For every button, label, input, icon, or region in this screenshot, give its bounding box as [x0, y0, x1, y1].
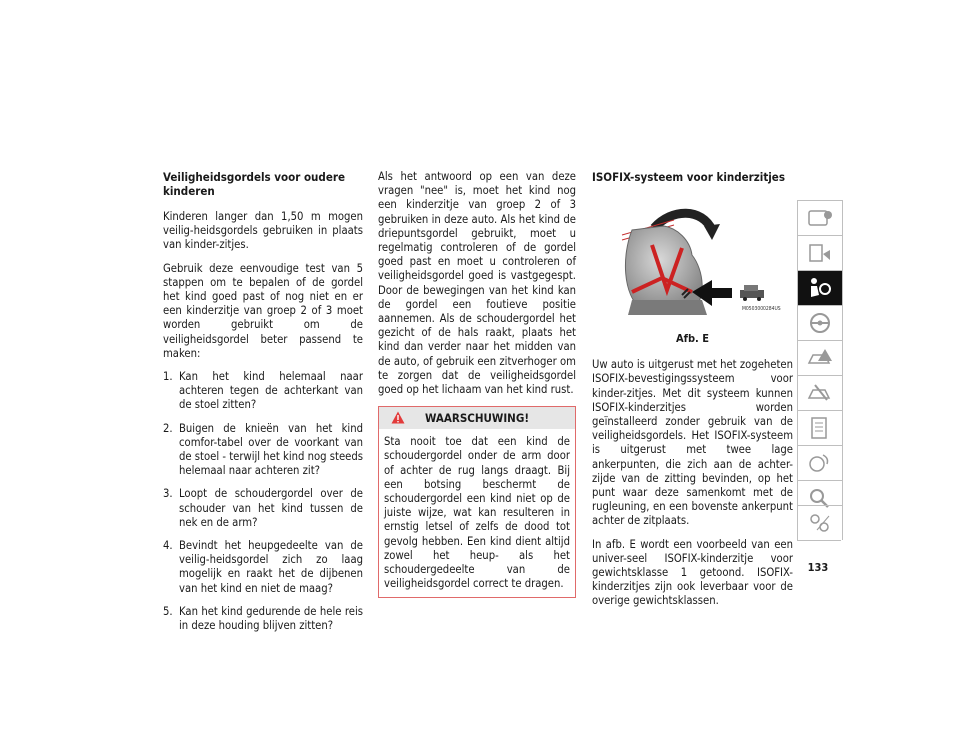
- isofix-child-seat-illustration: [592, 200, 793, 328]
- figure-code: M0503000284US: [742, 306, 781, 312]
- list-text: Bevindt het heupgedeelte van de veilig-heidsgordel zich zo laag mogelijk en raakt het de dijbenen van het kind en niet de maag?: [179, 539, 363, 595]
- page-number: 133: [807, 561, 829, 574]
- paragraph: In afb. E wordt een voorbeeld van een univer-seel ISOFIX-kinderzitje voor gewichtsklasse 1 getoond. ISOFIX-kinderzitjes zijn ook leverbaar voor de overige gewichtsklassen.: [592, 537, 793, 608]
- list-text: Loopt de schoudergordel over de schouder van het kind tussen de nek en de arm?: [179, 487, 363, 529]
- list-item: [163, 370, 363, 413]
- tabs-divider: [797, 540, 841, 541]
- warning-triangle-icon: [391, 411, 405, 424]
- vehicle-controls-icon: [805, 240, 835, 266]
- warning-header: [379, 407, 575, 429]
- languages-icon: [805, 510, 835, 536]
- middle-column: [378, 170, 576, 598]
- warning-box: [378, 406, 576, 598]
- list-item: [163, 422, 363, 479]
- specifications-icon: [805, 415, 835, 441]
- section-heading: ISOFIX-systeem voor kinderzitjes: [592, 170, 785, 184]
- list-number: 1.: [163, 370, 173, 384]
- paragraph: Uw auto is uitgerust met het zogeheten ISOFIX-bevestigingssysteem voor kinder-zitjes. Met dit systeem kunnen ISOFIX-kinderzitjes worden geïnstalleerd zonder gebruik van de veiligheidsgordels. Het ISOFIX-systeem is uitgerust met twee lage ankerpunten, die zich aan de achter-zijde van de zitting bevinden, op het punt waar deze samenkomt met de rugleuning, en een bovenste ankerpunt achter de zitplaats.: [592, 358, 793, 528]
- tab-car-emergency[interactable]: [797, 340, 843, 375]
- list-item: [163, 605, 363, 633]
- list-number: 3.: [163, 487, 173, 501]
- list-number: 4.: [163, 539, 173, 553]
- list-item: [163, 539, 363, 596]
- tab-airbag-safety[interactable]: [797, 270, 843, 305]
- tab-steering-wheel[interactable]: [797, 305, 843, 340]
- paragraph: Kinderen langer dan 1,50 m mogen veilig-heidsgordels gebruiken in plaats van kinder-zitjes.: [163, 210, 363, 252]
- list-text: Kan het kind helemaal naar achteren tegen de achterkant van de stoel zitten?: [179, 370, 363, 412]
- multimedia-icon: [805, 450, 835, 476]
- tab-vehicle-controls[interactable]: [797, 235, 843, 270]
- tab-dashboard-info[interactable]: [797, 200, 843, 235]
- car-emergency-icon: [805, 345, 835, 371]
- tab-specifications[interactable]: [797, 410, 843, 445]
- dashboard-info-icon: [805, 205, 835, 231]
- tab-car-service[interactable]: [797, 375, 843, 410]
- tab-multimedia[interactable]: [797, 445, 843, 480]
- isofix-child-seat-figure: [592, 200, 793, 328]
- steering-wheel-icon: [805, 310, 835, 336]
- warning-title: WAARSCHUWING!: [424, 411, 530, 426]
- figure-caption: Afb. E: [675, 332, 709, 345]
- list-text: Kan het kind gedurende de hele reis in deze houding blijven zitten?: [179, 604, 363, 633]
- airbag-safety-icon: [805, 275, 835, 301]
- test-steps-list: [163, 370, 363, 633]
- list-item: [163, 487, 363, 530]
- list-number: 2.: [163, 421, 173, 435]
- left-column: [163, 170, 363, 642]
- paragraph: Gebruik deze eenvoudige test van 5 stappen om te bepalen of de gordel het kind goed past of nog niet en er een kinderzitje van groep 2 of 3 moet worden gebruikt om de veiligheidsgordel beter passend te maken:: [163, 261, 363, 360]
- section-heading: Veiligheidsgordels voor oudere kinderen: [163, 170, 345, 198]
- warning-text: Sta nooit toe dat een kind de schoudergordel onder de arm door of achter de rug langs draagt. Bij een botsing beschermt de schoudergordel een kind niet op de juiste wijze, wat kan resulteren in ernstig letsel of zelfs de dood tot gevolg hebben. Een kind dient altijd zowel het heup- als het schoudergedeelte van de veiligheidsgordel correct te dragen.: [384, 435, 570, 591]
- car-service-icon: [805, 380, 835, 406]
- list-text: Buigen de knieën van het kind comfor-tabel over de voorkant van de stoel - terwijl het kind nog steeds helemaal naar achteren zit?: [179, 421, 363, 478]
- tab-languages[interactable]: [797, 505, 843, 540]
- right-column: [592, 170, 793, 618]
- list-number: 5.: [163, 604, 173, 618]
- paragraph: Als het antwoord op een van deze vragen "nee" is, moet het kind nog een kinderzitje van groep 2 of 3 gebruiken in deze auto. Als het kind de driepuntsgordel gebruikt, moet u regelmatig controleren of de gordel goed past en moet u controleren of veiligheidsgordel goed is vastgegespt. Door de bewegingen van het kind kan de gordel een foutieve positie aannemen. Als de schoudergordel het gezicht of de hals raakt, plaats het kind dan verder naar het midden van de auto, of gebruik een zitverhoger om te zorgen dat de veiligheidsgordel goed op het lichaam van het kind rust.: [378, 170, 576, 397]
